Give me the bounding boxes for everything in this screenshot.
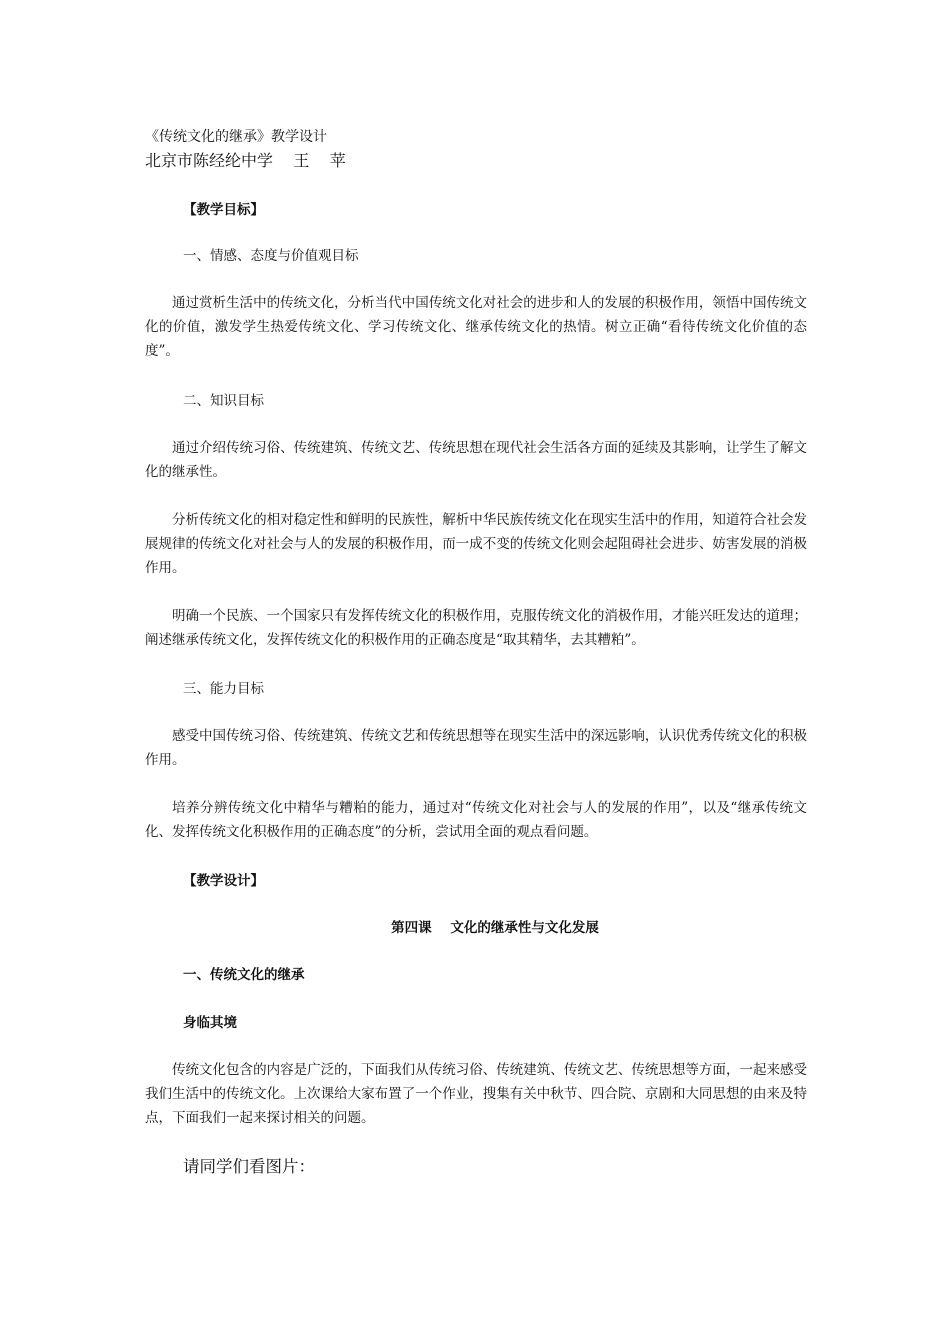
sub-heading: 身临其境 [183,1015,237,1031]
section-heading-design: 【教学设计】 [183,873,264,889]
part1-heading: 一、传统文化的继承 [183,967,305,983]
goal3-heading: 三、能力目标 [183,681,264,697]
goal2-heading: 二、知识目标 [183,393,264,409]
prompt-text: 请同学们看图片： [183,1157,315,1176]
section-heading-goals: 【教学目标】 [183,202,264,218]
goal2-paragraph-1: 通过介绍传统习俗、传统建筑、传统文艺、传统思想在现代社会生活各方面的延续及其影响，让学生了解文化的继承性。 [145,440,807,480]
design-paragraph-1: 传统文化包含的内容是广泛的，下面我们从传统习俗、传统建筑、传统文艺、传统思想等方面，一起来感受我们生活中的传统文化。上次课给大家布置了一个作业，搜集有关中秋节、四合院、京剧和大同思想的由来及特点，下面我们一起来探讨相关的问题。 [145,1062,807,1126]
goal1-heading: 一、情感、态度与价值观目标 [183,248,359,264]
goal1-paragraph-1: 通过赏析生活中的传统文化，分析当代中国传统文化对社会的进步和人的发展的积极作用，领悟中国传统文化的价值，激发学生热爱传统文化、学习传统文化、继承传统文化的热情。树立正确“看待传统文化价值的态度”。 [145,295,807,359]
goal3-paragraph-1: 感受中国传统习俗、传统建筑、传统文艺和传统思想等在现实生活中的深远影响，认识优秀传统文化的积极作用。 [145,728,807,768]
goal2-paragraph-3: 明确一个民族、一个国家只有发挥传统文化的积极作用，克服传统文化的消极作用，才能兴旺发达的道理；阐述继承传统文化，发挥传统文化的积极作用的正确态度是“取其精华，去其糟粕”。 [145,608,807,648]
goal3-paragraph-2: 培养分辨传统文化中精华与糟粕的能力，通过对“传统文化对社会与人的发展的作用”，以及“继承传统文化、发挥传统文化积极作用的正确态度”的分析，尝试用全面的观点看问题。 [145,800,807,840]
document-title: 《传统文化的继承》教学设计 [145,129,327,145]
document-author: 北京市陈经纶中学 王 苹 [145,151,346,170]
goal2-paragraph-2: 分析传统文化的相对稳定性和鲜明的民族性，解析中华民族传统文化在现实生活中的作用，知道符合社会发展规律的传统文化对社会与人的发展的积极作用，而一成不变的传统文化则会起阻碍社会进步、妨害发展的消极作用。 [145,512,807,576]
lesson-title: 第四课 文化的继承性与文化发展 [391,920,599,936]
